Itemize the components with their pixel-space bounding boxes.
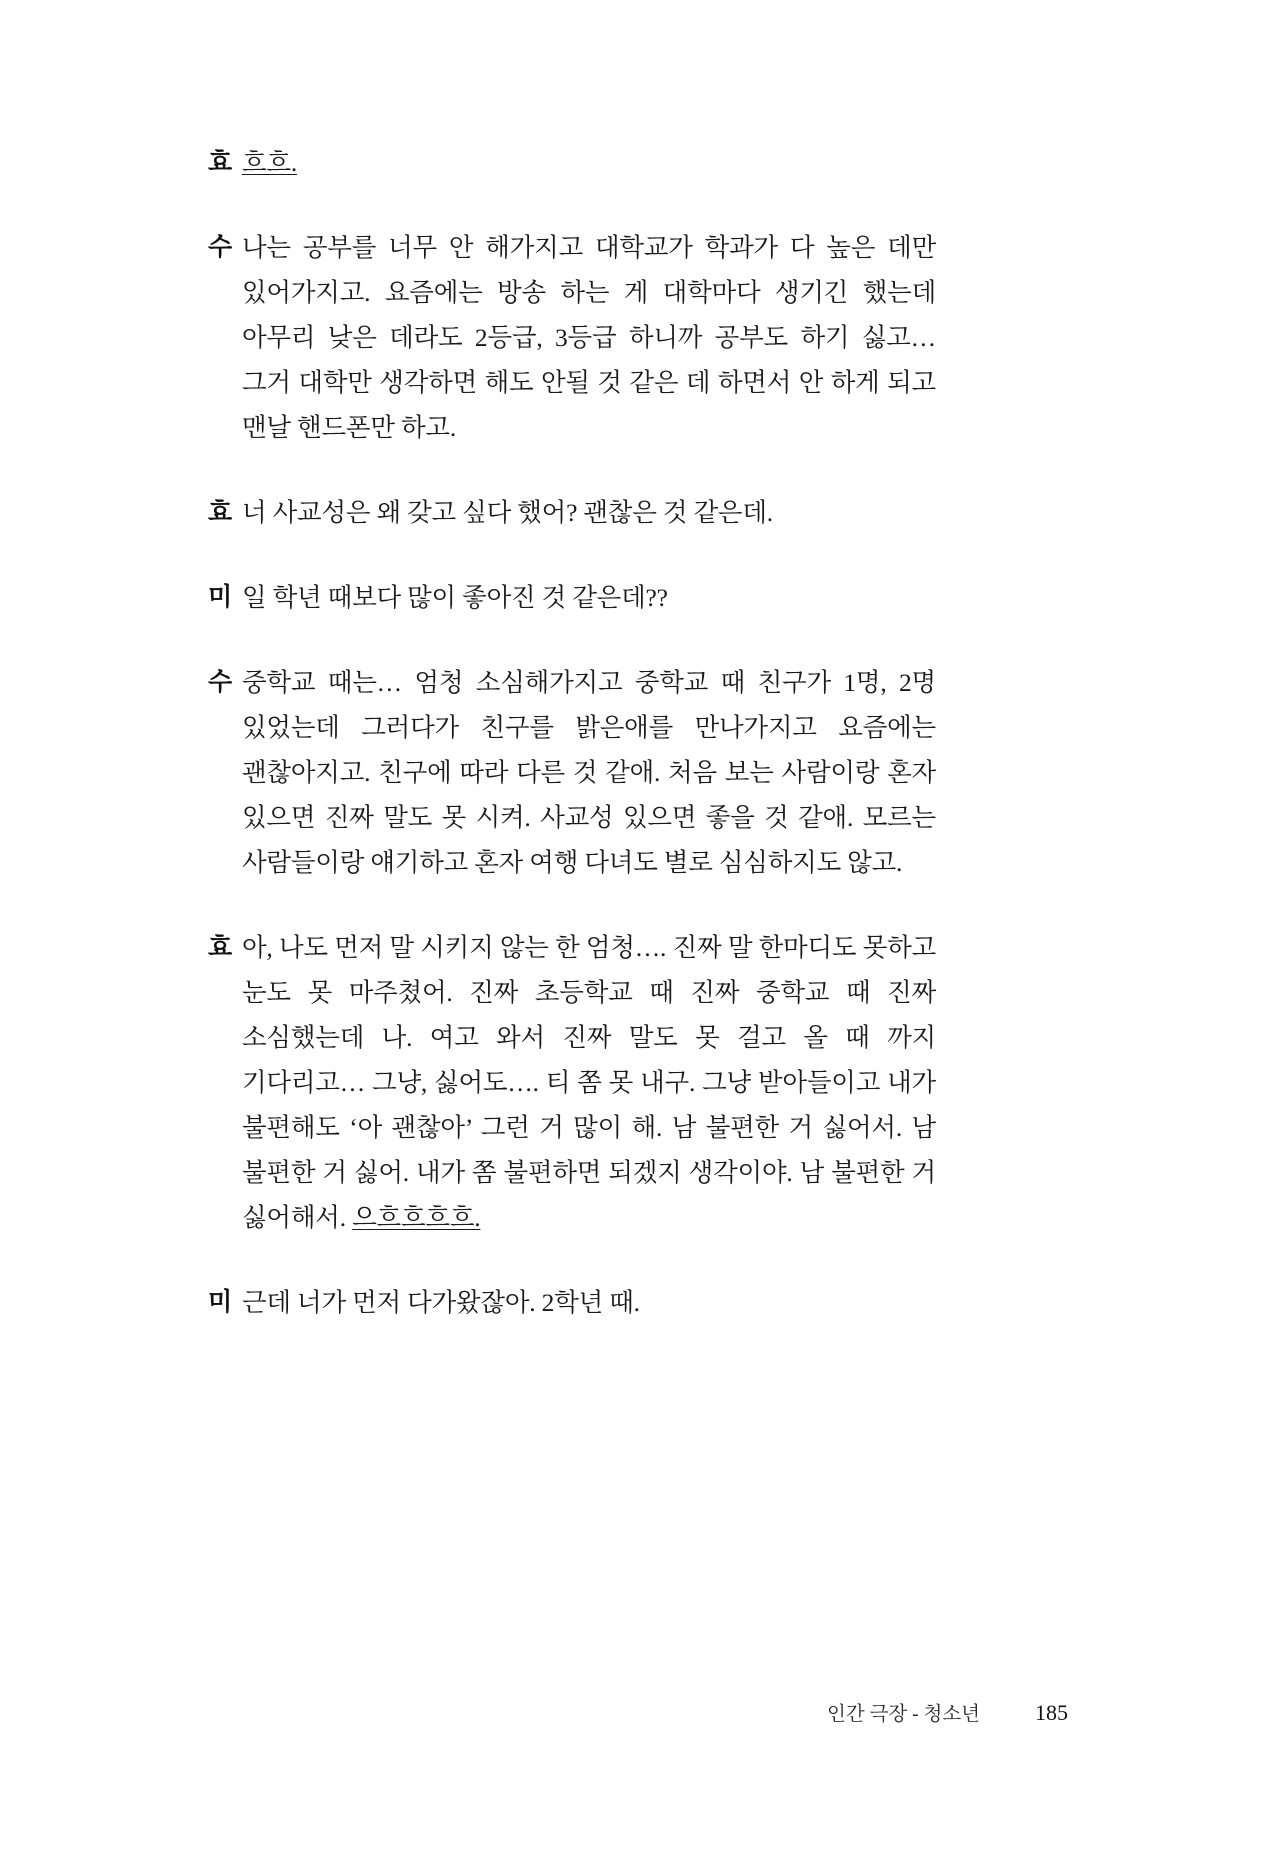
utterance-underlined-span: 흐흐. (242, 148, 298, 177)
dialogue-entry (208, 660, 936, 885)
dialogue-entry (208, 140, 936, 185)
utterance-underlined-span: 으흐흐흐흐. (352, 1203, 481, 1232)
page-number: 185 (1035, 1700, 1068, 1725)
utterance-text: 너 사교성은 왜 갖고 싶다 했어? 괜찮은 것 같은데. (242, 498, 773, 527)
utterance-text: 근데 너가 먼저 다가왔잖아. 2학년 때. (242, 1288, 640, 1317)
speaker-label: 효 (208, 499, 232, 526)
speaker-label: 수 (208, 234, 232, 261)
utterance-text (242, 140, 936, 185)
speaker-label: 미 (208, 1289, 232, 1316)
dialogue-transcript (208, 140, 936, 1325)
dialogue-entry (208, 575, 936, 620)
dialogue-entry (208, 490, 936, 535)
utterance-plain-span: 아, 나도 먼저 말 시키지 않는 한 엄청…. 진짜 말 한마디도 못하고 눈도 못 마주쳤어. 진짜 초등학교 때 진짜 중학교 때 진짜 소심했는데 나. 여고 와서 진짜 말도 못 걸고 올 때 까지 기다리고… 그냥, 싫어도…. 티 쫌 못 내구. 그냥 받아들이고 내가 불편해도 ‘아 괜찮아’ 그런 거 많이 해. 남 불편한 거 싫어서. 남 불편한 거 싫어. 내가 쫌 불편하면 되겠지 생각이야. 남 불편한 거 싫어해서. (242, 933, 936, 1232)
utterance-text: 중학교 때는… 엄청 소심해가지고 중학교 때 친구가 1명, 2명 있었는데 그러다가 친구를 밝은애를 만나가지고 요즘에는 괜찮아지고. 친구에 따라 다른 것 같애. 처음 보는 사람이랑 혼자 있으면 진짜 말도 못 시켜. 사교성 있으면 좋을 것 같애. 모르는 사람들이랑 얘기하고 혼자 여행 다녀도 별로 심심하지도 않고. (242, 668, 936, 877)
dialogue-entry (208, 225, 936, 450)
dialogue-entry (208, 1280, 936, 1325)
speaker-label: 미 (208, 584, 232, 611)
utterance-text (242, 925, 936, 1240)
speaker-label: 효 (208, 149, 232, 176)
speaker-label: 수 (208, 669, 232, 696)
speaker-label: 효 (208, 934, 232, 961)
footer-title: 인간 극장 - 청소년 (827, 1704, 980, 1725)
utterance-text: 나는 공부를 너무 안 해가지고 대학교가 학과가 다 높은 데만 있어가지고. 요즘에는 방송 하는 게 대학마다 생기긴 했는데 아무리 낮은 데라도 2등급, 3등급 하니까 공부도 하기 싫고… 그거 대학만 생각하면 해도 안될 것 같은 데 하면서 안 하게 되고 맨날 핸드폰만 하고. (242, 233, 936, 442)
utterance-text: 일 학년 때보다 많이 좋아진 것 같은데?? (242, 583, 668, 612)
dialogue-entry (208, 925, 936, 1240)
page-footer (0, 1698, 1280, 1726)
